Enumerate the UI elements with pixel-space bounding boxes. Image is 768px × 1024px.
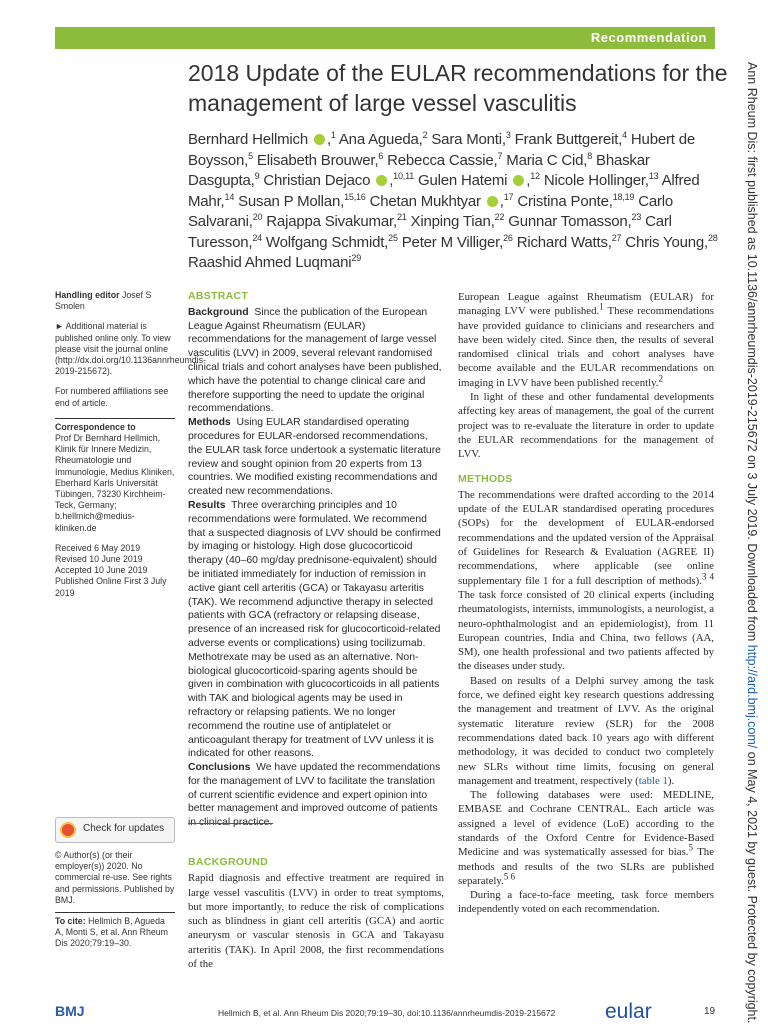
background-text: Rapid diagnosis and effective treatment are required in large vessel vasculitis (LVV) in order to treat symptoms, but more importantly, to reduce the risk of complications such as blindness in giant cell arteritis (GCA) and aortic aneurysm or vascular stenosis in GCA and Takayasu arteritis (TAK). In April 2008, the first recommendations of the [188, 872, 444, 971]
article-title: 2018 Update of the EULAR recommendations for the management of large vessel vasculitis [188, 60, 728, 116]
methods-paragraph-2 [458, 674, 714, 788]
ref[interactable]: 1 [599, 301, 604, 312]
table-1-link[interactable]: table 1 [638, 774, 668, 787]
abstract-conclusions [188, 761, 444, 830]
affiliation-ref: 21 [396, 212, 407, 222]
abstract-results-label: Results [188, 499, 226, 511]
background-section [188, 855, 444, 971]
section-tag: Recommendation [590, 30, 707, 45]
affiliation-ref: 8 [587, 150, 593, 161]
cite-box [55, 912, 175, 949]
right-column [458, 290, 714, 917]
vertical-text-a: Ann Rheum Dis: first published as 10.1136/annrheumdis-2019-215672 on 3 July 2019. Downloaded from [745, 62, 759, 645]
cite-text: Hellmich B, Agueda A, Monti S, et al. Ann Rheum Dis 2020;79:19–30. [55, 916, 168, 948]
intro-p1b-text: These recommendations have provided guidance to clinicians and researchers and have been widely cited. Since then, the results of several randomised clinical trials and cohort analyses have become available and the EULAR recommendations on imaging in LVV have been published recently. [458, 305, 714, 389]
abstract-background-text: Since the publication of the European League Against Rheumatism (EULAR) recommendations for the management of large vessel vasculitis (LVV) in 2009, several relevant randomised clinical trials and cohort analyses have been published, which have the potential to change clinical care and therefore supporting the need to update the original recommendations. [188, 306, 442, 415]
methods-heading: METHODS [458, 472, 513, 485]
accepted-date: Accepted 10 June 2019 [55, 565, 148, 576]
additional-material: ► Additional material is published online only. To view please visit the journal online (http://dx.doi.org/10.1136annrheumdis-2019-215672). [55, 321, 206, 377]
affiliation-ref: 22 [494, 212, 505, 222]
vertical-text-b: on May 4, 2021 by guest. Protected by copyright. [745, 748, 759, 1024]
check-updates-button[interactable] [55, 817, 175, 843]
affiliation-ref: 10,11 [393, 171, 415, 181]
abstract-methods-label: Methods [188, 417, 231, 429]
eular-logo: eular [605, 1000, 652, 1023]
affiliation-ref: 14 [224, 191, 235, 202]
affiliation-ref: 27 [611, 232, 622, 243]
affiliation-ref: 1 [330, 130, 336, 140]
affiliation-ref: 26 [503, 232, 513, 243]
published-date: Published Online First 3 July 2019 [55, 576, 167, 598]
orcid-icon[interactable] [513, 175, 524, 186]
author-list: Bernhard Hellmich ,$^1$ Ana Agueda,$^2$ Sara Monti,$^3$ Frank Buttgereit,$^4$ Hubert de Boysson,$^5$ Elisabeth Brouwer,$^6$ Rebecca Cassie,$^7$ Maria C Cid,$^8$ Bhaskar Dasgupta,$^9$ Christian Dejaco ,$^{10,11}$ Gulen Hatemi ,$^{12}$ Nicole Hollinger,$^{13}$ Alfred Mahr,$^{14}$ Susan P Mollan,$^{15,16}$ Chetan Mukhtyar ,$^{17}$ Cristina Ponte,$^{18,19}$ Carlo Salvarani,$^{20}$ Rajappa Sivakumar,$^{21}$ Xinping Tian,$^{22}$ Gunnar Tomasson,$^{23}$ Carl Turesson,$^{24}$ Wolfgang Schmidt,$^{25}$ Peter M Villiger,$^{26}$ Richard Watts,$^{27}$ Chris Young,$^{28}$ Raashid Ahmed Luqmani$^{29}$ [188, 130, 718, 271]
methods-p3-text: The following databases were used: MEDLINE, EMBASE and Cochrane CENTRAL. Each article was assigned a level of evidence (LoE) according to the standards of the Oxford Centre for Evidence-Based Medicine and was systematically assessed for bias. [458, 789, 714, 859]
ref[interactable]: 5 [688, 842, 694, 853]
abstract-conclusions-text: We have updated the recommendations for the management of LVV to facilitate the translation of current scientific evidence and expert opinion into better management and improved outcome of patients in clinical practice. [188, 762, 441, 829]
methods-paragraph-4: During a face-to-face meeting, task force members independently voted on each recommendation. [458, 889, 714, 916]
methods-p2-end: ). [667, 774, 675, 787]
abstract-divider [188, 823, 273, 824]
handling-editor-name: Josef S Smolen [55, 290, 152, 312]
abstract [188, 290, 444, 830]
methods-p2-text: Based on results of a Delphi survey among the task force, we defined eight key research questions addressing the management and treatment of LVV. As the original systematic literature review (SLR) for the 2008 recommendations dated back 10 years ago with different methodology, it was decided to conduct two completely new SLRs without time limits, focusing on general management and treatment, respectively ( [458, 674, 714, 787]
affiliation-ref: 23 [631, 212, 642, 222]
vertical-download-notice [741, 62, 759, 1022]
ref[interactable]: 2 [658, 373, 663, 384]
intro-paragraph-1 [458, 290, 714, 390]
affiliation-ref: 17 [503, 191, 514, 202]
methods-paragraph-1 [458, 488, 714, 674]
affiliation-ref: 6 [378, 150, 384, 161]
affiliation-ref: 9 [254, 171, 260, 181]
check-updates-label: Check for updates [83, 823, 165, 834]
correspondence [55, 418, 175, 534]
methods-p1-text: The recommendations were drafted according to the 2014 update of the EULAR standardised operating procedures (SOPs) for the development of EULAR-endorsed recommendations and the updated version of the Appraisal of Guidelines for Research & Evaluation (AGREE II) recommendations, where applicable (see online supplementary file 1 for a full description of methods). [458, 488, 714, 587]
intro-p1-text: European League against Rheumatism (EULAR) for managing LVV were published. [458, 291, 714, 318]
journal-link[interactable]: http://ard.bmj.com/ [745, 644, 759, 749]
affiliation-ref: 5 [248, 150, 253, 161]
affiliation-ref: 20 [252, 212, 263, 222]
ref[interactable]: 3 4 [701, 571, 714, 582]
correspondence-text: Prof Dr Bernhard Hellmich, Klinik für Innere Medizin, Rheumatologie und Immunologie, Medius Kliniken, Eberhard Karls Universität Tübingen, 73230 Kirchheim-Teck, Germany; b.hellmich@medius-kliniken.de [55, 433, 175, 533]
affiliation-ref: 13 [648, 171, 659, 181]
abstract-conclusions-label: Conclusions [188, 762, 251, 774]
section-bar [55, 27, 715, 49]
ref[interactable]: 5 6 [503, 871, 516, 882]
abstract-background-label: Background [188, 306, 249, 318]
abstract-background [188, 306, 444, 416]
footer-citation: Hellmich B, et al. Ann Rheum Dis 2020;79:19–30, doi:10.1136/annrheumdis-2019-215672 [218, 1008, 556, 1018]
crossmark-icon [60, 822, 76, 838]
methods-p3b-text: The methods and results of the two SLRs are published separately. [458, 846, 714, 887]
page-number: 19 [704, 1006, 716, 1017]
handling-editor [55, 290, 175, 312]
correspondence-label: Correspondence to [55, 421, 136, 432]
affiliation-ref: 28 [707, 232, 718, 243]
cite-label: To cite: [55, 916, 86, 926]
affiliation-ref: 2 [422, 130, 428, 140]
abstract-methods-text: Using EULAR standardised operating procedures for EULAR-endorsed recommendations, the EULAR task force undertook a systematic literature review and sought opinion from 20 experts from 13 countries. We modified existing recommendations and created new recommendations. [188, 417, 441, 498]
affiliation-ref: 25 [388, 232, 398, 243]
affiliation-ref: 3 [505, 130, 511, 140]
affiliation-ref: 18,19 [612, 191, 635, 202]
bmj-logo: BMJ [55, 1003, 85, 1019]
methods-p1b-text: The task force consisted of 20 clinical experts (including rheumatologists, internists, immunologists, a neurologist, a neuro-ophthalmologist and an epidemiologist), from 11 European countries, India and China, two fellows (AA, SM), one health professional and two patients affected by the diseases under study. [458, 588, 714, 673]
affiliation-ref: 12 [530, 171, 540, 181]
revised-date: Revised 10 June 2019 [55, 554, 143, 565]
affiliation-ref: 7 [497, 150, 503, 161]
orcid-icon[interactable] [487, 196, 498, 207]
affiliation-ref: 24 [252, 232, 262, 243]
abstract-results-text: Three overarching principles and 10 recommendations were formulated. We recommend that a suspected diagnosis of LVV should be confirmed by imaging or histology. High dose glucocorticoid therapy (40–60 mg/day prednisone-equivalent) should be initiated immediately for induction of remission in active giant cell arteritis (GCA) or Takayasu arteritis (TAK). We recommend adjunctive therapy in selected patients with GCA (refractory or relapsing disease, presence of an increased risk for glucocorticoid-related adverse events or complications) using tocilizumab. Methotrexate may be used as an alternative. Non-biological glucocorticoid-sparing agents should be given in combination with glucocorticoids in all patients with TAK and biological agents may be used in refractory or relapsing patients. We no longer recommend the routine use of antiplatelet or anticoagulant therapy for treatment of LVV unless it is indicated for other reasons. [188, 499, 441, 760]
affiliation-ref: 4 [622, 130, 627, 140]
orcid-icon[interactable] [376, 175, 387, 186]
affiliations-note: For numbered affiliations see end of article. [55, 386, 169, 408]
intro-paragraph-2: In light of these and other fundamental developments affecting key areas of management, the goal of the current project was to re-evaluate the literature in order to update the EULAR recommendations for the management of LVV. [458, 391, 714, 461]
sidebar [55, 290, 206, 608]
handling-editor-label: Handling editor [55, 290, 120, 300]
dates [55, 543, 175, 599]
abstract-methods [188, 416, 444, 499]
abstract-results [188, 499, 444, 761]
methods-paragraph-3 [458, 788, 714, 888]
received-date: Received 6 May 2019 [55, 542, 141, 553]
orcid-icon[interactable] [314, 134, 325, 145]
copyright-note: © Author(s) (or their employer(s)) 2020. No commercial re-use. See rights and permissions. Published by BMJ. [55, 850, 175, 905]
background-heading: BACKGROUND [188, 856, 268, 868]
abstract-heading: ABSTRACT [188, 290, 249, 302]
affiliation-ref: 29 [351, 253, 362, 263]
affiliation-ref: 15,16 [344, 191, 366, 202]
